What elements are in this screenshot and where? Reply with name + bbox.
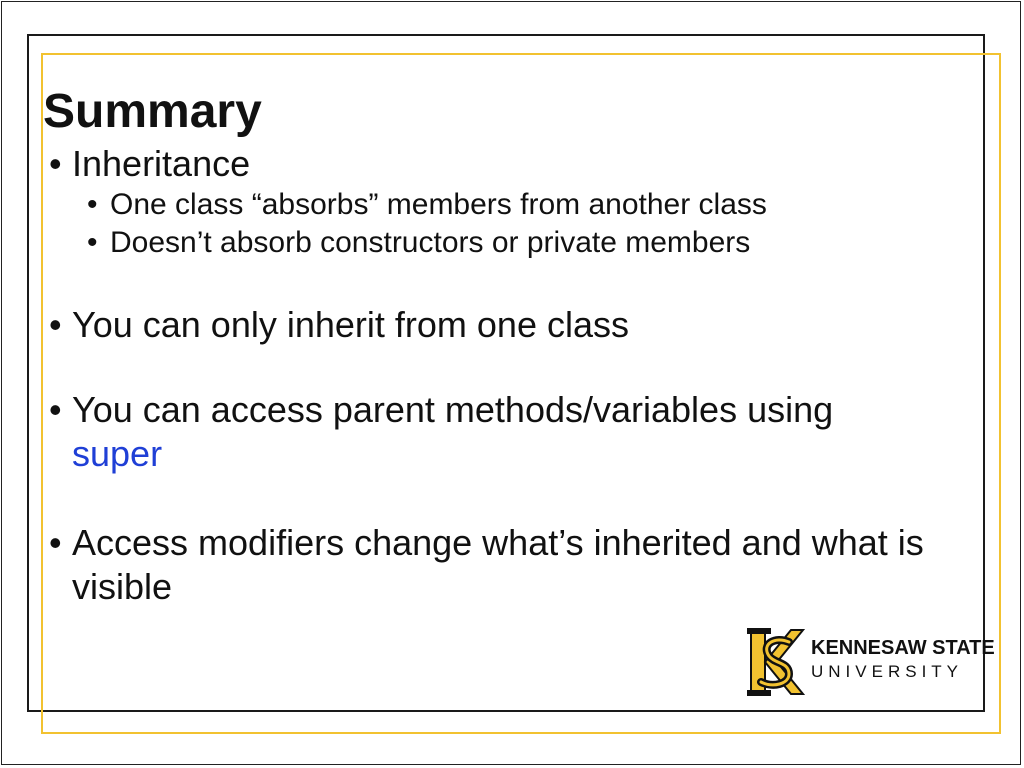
keyword-super: super (72, 433, 163, 474)
slide-content (43, 84, 983, 609)
bullet-inheritance (43, 142, 983, 186)
bullet-marker: • (49, 522, 62, 563)
sub-bullet-text: One class “absorbs” members from another class (110, 188, 767, 221)
bullet-text: Access modifiers change what’s inherited and what is visible (72, 522, 924, 607)
bullet-super (43, 388, 983, 476)
sub-bullet-absorbs (43, 186, 983, 224)
sub-bullet-text: Doesn’t absorb constructors or private members (110, 226, 751, 259)
logo-text-kennesaw-state: KENNESAW STATE (811, 637, 995, 659)
bullet-marker: • (49, 304, 62, 345)
sub-bullet-list (43, 186, 983, 262)
slide-title: Summary (43, 85, 262, 138)
sub-bullet-constructors (43, 224, 983, 262)
bullet-list (43, 142, 983, 609)
bullet-text: Inheritance (72, 143, 251, 184)
bullet-access-modifiers (43, 521, 983, 609)
bullet-marker: • (87, 188, 98, 221)
bullet-text: You can only inherit from one class (72, 304, 629, 345)
ksu-logo (745, 626, 995, 698)
bullet-text: You can access parent methods/variables using (72, 389, 834, 430)
bullet-marker: • (49, 143, 62, 184)
bullet-marker: • (49, 389, 62, 430)
bullet-single-inheritance (43, 303, 983, 347)
bullet-marker: • (87, 226, 98, 259)
logo-text-university: UNIVERSITY (811, 662, 964, 681)
ks-monogram-icon (745, 626, 805, 698)
